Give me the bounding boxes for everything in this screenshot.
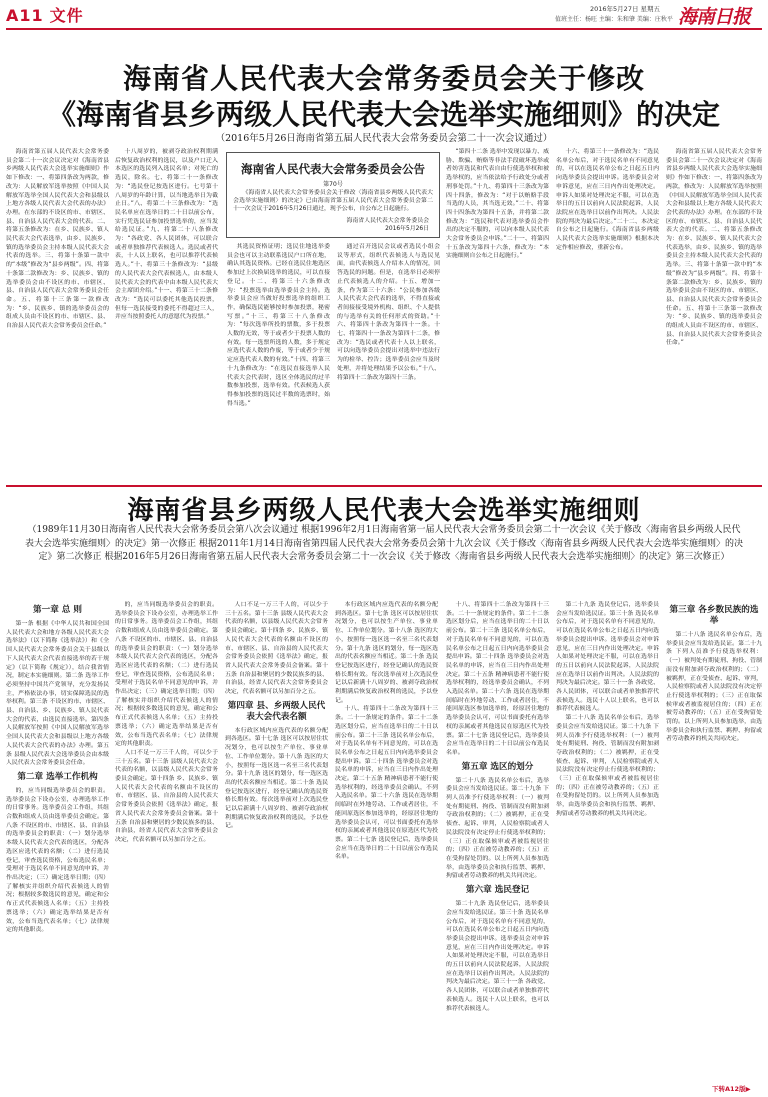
article1-title-line1: 海南省人民代表大会常务委员会关于修改 [122,62,645,95]
article1-column-4: 通过召开选民会议或者选民小组会议等形式，组织代表候选人与选民见面，由代表候选人介绍本人的情况，回答选民的问题。但是，在选举日必须停止代表候选人的介绍。十五、增加一条，作为第三十六条：“公民参加各级人民代表大会代表的选举，不得直接或者间接接受境外机构、组织、个人提供的与选举有关的任何形式的资助。”十六、将第四十条改为第四十一条。十七、将第四十一条改为第四十二条，修改为：“选民或者代表十人以上联名，可以向选举委员会提出对选举中违法行为的检举、控告；选举委员会应当及时处理，并将处理结果予以公布。”十八、将第四十二条改为第四十三条。 [337,244,440,381]
article1-title-line2: 《海南省县乡两级人民代表大会选举实施细则》的决定 [47,98,720,131]
article1-column-1: 海南省第五届人民代表大会常务委员会第二十一次会议决定对《海南省县乡两级人民代表大会选举实施细则》作如下修改：一、将第四条改为两款，修改为：人民解放军选举按照《中国人民解放军选举全国人民代表大会和县级以上地方各级人民代表大会代表的办法》办理。在东部的不设区的市、市辖区、县、自治县人民代表大会的代表。二、将第五条修改为：在乡、民族乡、镇人民代表大会代表选举，由乡、民族乡、镇的选举委员会主持本级人民代表大会代表的选举。三、将第十条第一款中的“本级”修改为“县乡两级”。四、将第十条第二款修改为：乡、民族乡、镇的选举委员会由不设区的市、市辖区、县、自治县人民代表大会常务委员会任命。五、将第十三条第一款修改为：“乡、民族乡、镇的选举委员会的组成人员由不设区的市、市辖区、县、自治县人民代表大会常务委员会任命。” [6,149,109,330]
chapter6-heading: 第六章 选民登记 [465,885,530,896]
article2-caption: （1989年11月30日海南省人民代表大会常务委员会第八次会议通过 根据1996年2月1日海南省第一届人民代表大会常务委员会第二十一次会议《关于修改〈海南省县乡两级人民代表大会选举实施细则〉的决定》第一次修正 根据2011年1月14日海南省第四届人民代表大会常务委员会第十九次会议《关于修改〈海南省县乡两级人民代表大会选举实施细则〉的决定》第二次修正 根据2016年5月26日海南省第五届人民代表大会常务委员会第二十一次会议《关于修改〈海南省县乡两级人民代表大会选举实施细则〉的决定》第三次修正） [25,525,743,562]
article2-title: 海南省县乡两级人民代表大会选举实施细则 [127,496,641,526]
article1-column-5: “第四十二条 选举中发现以暴力、威胁、欺骗、贿赂等非法手段破坏选举或者妨害选民和代表自由行使选举权和被选举权的，应当依法给予行政处分或者刑事处罚。”十九、将第四十三条改为第四十四条，修改为：“对于以贿赂手段当选的人员，其当选无效。”二十、将第四十四条改为第四十五条，并将第二款修改为：“选民和代表对选举委员会作出的决定不服的，可以向本级人民代表大会常务委员会申诉。”二十一、将第四十五条改为第四十六条，修改为：“本实施细则自公布之日起施行。” [446,149,549,260]
chapter5-heading: 第五章 选区的划分 [461,761,534,772]
page-number: A11 [6,6,44,25]
notice-number: 第70号 [323,181,343,188]
editor-credits: 值班主任：杨旺 主编：朱和肇 美编：庄秋平 [555,16,673,23]
notice-title: 海南省人民代表大会常务委员会公告 [241,162,425,176]
issue-date: 2016年5月27日 星期五 [590,5,661,13]
article2-column-2: 的，应当同级选举委员会的职责。选举委员会下设办公室，办理选举工作的日常事务。选举委员会工作组，其组合数和组成人员由选举委员会确定。第八条 不设区的市、市辖区、县、自治县的选举委员会的职责：（一）划分选举本级人民代表大会代表的选区，分配各选区应选代表的名额；（二）进行选民登记，审查选民资格，公布选民名单；受理对于选民名单不同意见的申诉，并作出决定；（三）确定选举日期；（四）了解核实并组织介绍代表候选人的情况；根据较多数选民的意见，确定和公布正式代表候选人名单；（五）主持投票选举；（六）确定选举结果是否有效，公布当选代表名单；（七）法律规定的其他职责。 人口不足一万三千人的，可以少于三十五名。第十三条 县级人民代表大会代表的名额，以县级人民代表大会常务委员会确定。第十四条 乡、民族乡、镇人民代表大会代表的名额由不设区的市、市辖区、县、自治县的人民代表大会常务委员会依照《选举法》确定，报省人民代表大会常务委员会备案。第十五条 自治县和聚居的少数民族多的县、自治县，经省人民代表大会常务委员会决定，代表名额可以另加百分之五。 [115,602,218,843]
article1-column-6: 十六、将第三十一条修改为：“选民名单公布后，对于选民名单有不同意见的，可以在选民名单公布之日起五日内向选举委员会提出申诉。选举委员会对申诉意见，应在三日内作出处理决定。申诉人如果对处理决定不服，可以在选举日的五日以前向人民法院起诉，人民法院应在选举日以前作出判决。人民法院的判决为最后决定。”二十二、本决定自公布之日起施行。《海南省县乡两级人民代表大会选举实施细则》根据本决定作相应修改，重新公布。 [556,149,659,251]
chapter2-heading: 第二章 选举工作机构 [17,771,98,782]
article2-column-4: 本行政区域内应选代表的名额分配到各选区。第十七条 选区可以按居住状况划分，也可以按生产单位、事业单位、工作单位划分。第十八条 选区的大小，按照每一选区选一名至三名代表划分。第十九条 选区的划分，每一选区选出的代表名额应当相近。第二十条 选民登记按选区进行，经登记确认的选民资格长期有效。每次选举前对上次选民登记以后新满十八周岁的、被剥夺政治权利期满后恢复政治权利的选民，予以登记。 十八、将第四十二条改为第四十三条。二十一条规定的条件。第二十二条 选区划分后，应当在选举日的二十日以前公布。第二十三条 选民名单公布后，对于选民名单有不同意见的，可以在选民名单公布之日起五日内向选举委员会提出申诉。第二十四条 选举委员会对选民名单的申诉，应当在三日内作出处理决定。第二十五条 精神病患者不能行使选举权利的，经选举委员会确认，不列入选民名单。第二十六条 选民在选举期间临时在外地劳动、工作或者居住，不能回原选区参加选举的，经原居住地的选举委员会认可，可以书面委托有选举权的亲属或者其他选民在原选区代为投票。第二十七条 选民登记后，选举委员会应当在选举日的二十日以前公布选民名单。 [335,602,438,861]
section-name: 文件 [49,6,84,25]
article1-column-7: 海南省第五届人民代表大会常务委员会第二十一次会议决定对《海南省县乡两级人民代表大会选举实施细则》作如下修改：一、将第四条改为两款，修改为：人民解放军选举按照《中国人民解放军选举全国人民代表大会和县级以上地方各级人民代表大会代表的办法》办理。在东部的不设区的市、市辖区、县、自治县人民代表大会的代表。二、将第五条修改为：在乡、民族乡、镇人民代表大会代表选举，由乡、民族乡、镇的选举委员会主持本级人民代表大会代表的选举。三、将第十条第一款中的“本级”修改为“县乡两级”。四、将第十条第二款修改为：乡、民族乡、镇的选举委员会由不设区的市、市辖区、县、自治县人民代表大会常务委员会任命。五、将第十三条第一款修改为：“乡、民族乡、镇的选举委员会的组成人员由不设区的市、市辖区、县、自治县人民代表大会常务委员会任命。” [666,149,762,347]
article2-column-3: 人口不足一万三千人的，可以少于三十五名。第十三条 县级人民代表大会代表的名额，以县级人民代表大会常务委员会确定。第十四条 乡、民族乡、镇人民代表大会代表的名额由不设区的市、市辖区、县、自治县的人民代表大会常务委员会依照《选举法》确定，报省人民代表大会常务委员会备案。第十五条 自治县和聚居的少数民族多的县、自治县，经省人民代表大会常务委员会决定，代表名额可以另加百分之五。 第四章 县、乡两级人民代表大会代表名额 本行政区域内应选代表的名额分配到各选区。第十七条 选区可以按居住状况划分，也可以按生产单位、事业单位、工作单位划分。第十八条 选区的大小，按照每一选区选一名至三名代表划分。第十九条 选区的划分，每一选区选出的代表名额应当相近。第二十条 选民登记按选区进行，经登记确认的选民资格长期有效。每次选举前对上次选民登记以后新满十八周岁的、被剥夺政治权利期满后恢复政治权利的选民，予以登记。 [225,602,328,830]
masthead-rule [6,28,762,30]
article1-column-2: 十八周岁的，被剥夺政治权利期满后恢复政治权利的选民，以及户口迁入本选区的选民列入选民名单；对死亡的选民，除名。七、将第二十一条修改为：“选民登记按选区进行。七号第十八周岁的年龄计算，以当地选举日为截止日。”八、将第二十三条修改为：“选民名单应在选举日的二十日以前公布，实行凭选民证参加投票选举的，应当发给选民证。”九、将第二十八条修改为：“各政党、各人民团体，可以联合或者单独推荐代表候选人。选民或者代表，十人以上联名，也可以推荐代表候选人。”十、将第三十条修改为：“县级的人民代表大会代表候选人，由本级人民代表大会的代表中由本级人民代表大会主席团介绍。”十一、将第三十二条修改为：“选民可以委托其他选民投票，但每一选民接受的委托不得超过三人，并应当按照委托人的意愿代为投票。” [115,149,218,321]
notice-date: 2016年5月26日 [385,226,429,233]
article2-column-5: 十八、将第四十二条改为第四十三条。二十一条规定的条件。第二十二条 选区划分后，应当在选举日的二十日以前公布。第二十三条 选民名单公布后，对于选民名单有不同意见的，可以在选民名单公布之日起五日内向选举委员会提出申诉。第二十四条 选举委员会对选民名单的申诉，应当在三日内作出处理决定。第二十五条 精神病患者不能行使选举权利的，经选举委员会确认，不列入选民名单。第二十六条 选民在选举期间临时在外地劳动、工作或者居住，不能回原选区参加选举的，经原居住地的选举委员会认可，可以书面委托有选举权的亲属或者其他选民在原选区代为投票。第二十七条 选民登记后，选举委员会应当在选举日的二十日以前公布选民名单。 第五章 选区的划分 第二十八条 选民名单公布后，选举委员会应当发给选民证。第二十九条 下列人员准予行使选举权利：（一）被判处有期徒刑、拘役、管制而没有附加剥夺政治权利的；（二）被羁押，正在受侦查、起诉、审判，人民检察院或者人民法院没有决定停止行使选举权利的；（三）正在取保候审或者被监视居住的；（四）正在被劳动教养的；（五）正在受拘留处罚的。以上所列人员参加选举，由选举委员会和执行监禁、羁押、拘留或者劳动教养的机关共同决定。 第六章 选民登记 第二十九条 选民登记后，选举委员会应当发给选民证。第三十条 选民名单公布后，对于选民名单有不同意见的，可以在选民名单公布之日起五日内向选举委员会提出申诉。选举委员会对申诉意见，应在三日内作出处理决定。申诉人如果对处理决定不服，可以在选举日的五日以前向人民法院起诉，人民法院应在选举日以前作出判决。人民法院的判决为最后决定。第三十一条 各政党、各人民团体，可以联合或者单独推荐代表候选人。选民十人以上联名，也可以推荐代表候选人。 [446,602,549,1012]
chapter1-heading: 第一章 总 则 [33,605,82,615]
continued-on-page: 下转A12版▶ [712,1085,751,1093]
notice-signer: 海南省人民代表大会常务委员会 [346,218,429,224]
standing-committee-notice [226,152,440,238]
article1-column-3: 其选民资格证明；选民住地选举委员会也可以主动联系选民户口所在地，确认其选民资格。已经在选民住地选区参加过上次换届选举的选民，可以直接登记。十二、将第三十六条修改为：“投票选举由选举委员会主持。选举委员会应当做好投票选举的组织工作，确保选民能够按时参加投票，秘密写票。”十三、将第三十八条修改为：“每次选举所投的票数，多于投票人数的无效，等于或者少于投票人数的有效。每一选票所选的人数，多于规定应选代表人数的作废，等于或者少于规定应选代表人数的有效。”十四、将第三十九条修改为：“在选民直接选举人民代表大会代表时，选区全体选民的过半数参加投票，选举有效。代表候选人获得参加投票的选民过半数的选票时，始得当选。” [227,244,330,407]
notice-signature [347,217,429,233]
article1-subtitle: （2016年5月26日海南省第五届人民代表大会常务委员会第二十一次会议通过） [215,133,553,144]
masthead [0,0,768,28]
article-divider [6,485,762,487]
article2-column-1: 第一章 总 则 第一条 根据《中华人民共和国全国人民代表大会和地方各级人民代表大会选举法》（以下简称《选举法》）和《全国人民代表大会常务委员会关于县级以下人民代表大会代表直接选举的若干规定》（以下简称《规定》），结合我省情况，制定本实施细则。第二条 选举工作必须坚持中国共产党领导，充分发扬民主，严格依法办事，切实保障选民的选举权利。第三条 不设区的市、市辖区、县、自治县、乡、民族乡、镇人民代表大会的代表，由选民直接选举。第四条 人民解放军按照《中国人民解放军选举全国人民代表大会和县级以上地方各级人民代表大会代表的办法》办理。第五条 县级人民代表大会选举委员会由本级人民代表大会常务委员会任命。 第二章 选举工作机构 的，应当同级选举委员会的职责。选举委员会下设办公室，办理选举工作的日常事务。选举委员会工作组，其组合数和组成人员由选举委员会确定。第八条 不设区的市、市辖区、县、自治县的选举委员会的职责：（一）划分选举本级人民代表大会代表的选区，分配各选区应选代表的名额；（二）进行选民登记，审查选民资格，公布选民名单；受理对于选民名单不同意见的申诉，并作出决定；（三）确定选举日期；（四）了解核实并组织介绍代表候选人的情况；根据较多数选民的意见，确定和公布正式代表候选人名单；（五）主持投票选举；（六）确定选举结果是否有效，公布当选代表名单；（七）法律规定的其他职责。 [6,605,109,934]
newspaper-logo: 海南日报 [678,6,751,28]
article2-column-6: 第二十九条 选民登记后，选举委员会应当发给选民证。第三十条 选民名单公布后，对于选民名单有不同意见的，可以在选民名单公布之日起五日内向选举委员会提出申诉。选举委员会对申诉意见，应在三日内作出处理决定。申诉人如果对处理决定不服，可以在选举日的五日以前向人民法院起诉，人民法院应在选举日以前作出判决。人民法院的判决为最后决定。第三十一条 各政党、各人民团体，可以联合或者单独推荐代表候选人。选民十人以上联名，也可以推荐代表候选人。 第二十八条 选民名单公布后，选举委员会应当发给选民证。第二十九条 下列人员准予行使选举权利：（一）被判处有期徒刑、拘役、管制而没有附加剥夺政治权利的；（二）被羁押，正在受侦查、起诉、审判，人民检察院或者人民法院没有决定停止行使选举权利的；（三）正在取保候审或者被监视居住的；（四）正在被劳动教养的；（五）正在受拘留处罚的。以上所列人员参加选举，由选举委员会和执行监禁、羁押、拘留或者劳动教养的机关共同决定。 [556,602,659,817]
notice-body: 《海南省人民代表大会常务委员会关于修改〈海南省县乡两级人民代表大会选举实施细则〉的决定》已由海南省第五届人民代表大会常务委员会第二十一次会议于2016年5月26日通过，现予公布，自公布之日起施行。 [233,190,433,213]
page-label [6,3,84,26]
article2-column-7: 第三章 各乡数民族的选举 第二十八条 选民名单公布后，选举委员会应当发给选民证。第二十九条 下列人员准予行使选举权利：（一）被判处有期徒刑、拘役、管制而没有附加剥夺政治权利的；（二）被羁押，正在受侦查、起诉、审判，人民检察院或者人民法院没有决定停止行使选举权利的；（三）正在取保候审或者被监视居住的；（四）正在被劳动教养的；（五）正在受拘留处罚的。以上所列人员参加选举，由选举委员会和执行监禁、羁押、拘留或者劳动教养的机关共同决定。 [666,605,762,743]
chapter4-heading: 第四章 县、乡两级人民代表大会代表名额 [227,700,326,722]
chapter3-heading: 第三章 各乡数民族的选举 [669,605,759,626]
